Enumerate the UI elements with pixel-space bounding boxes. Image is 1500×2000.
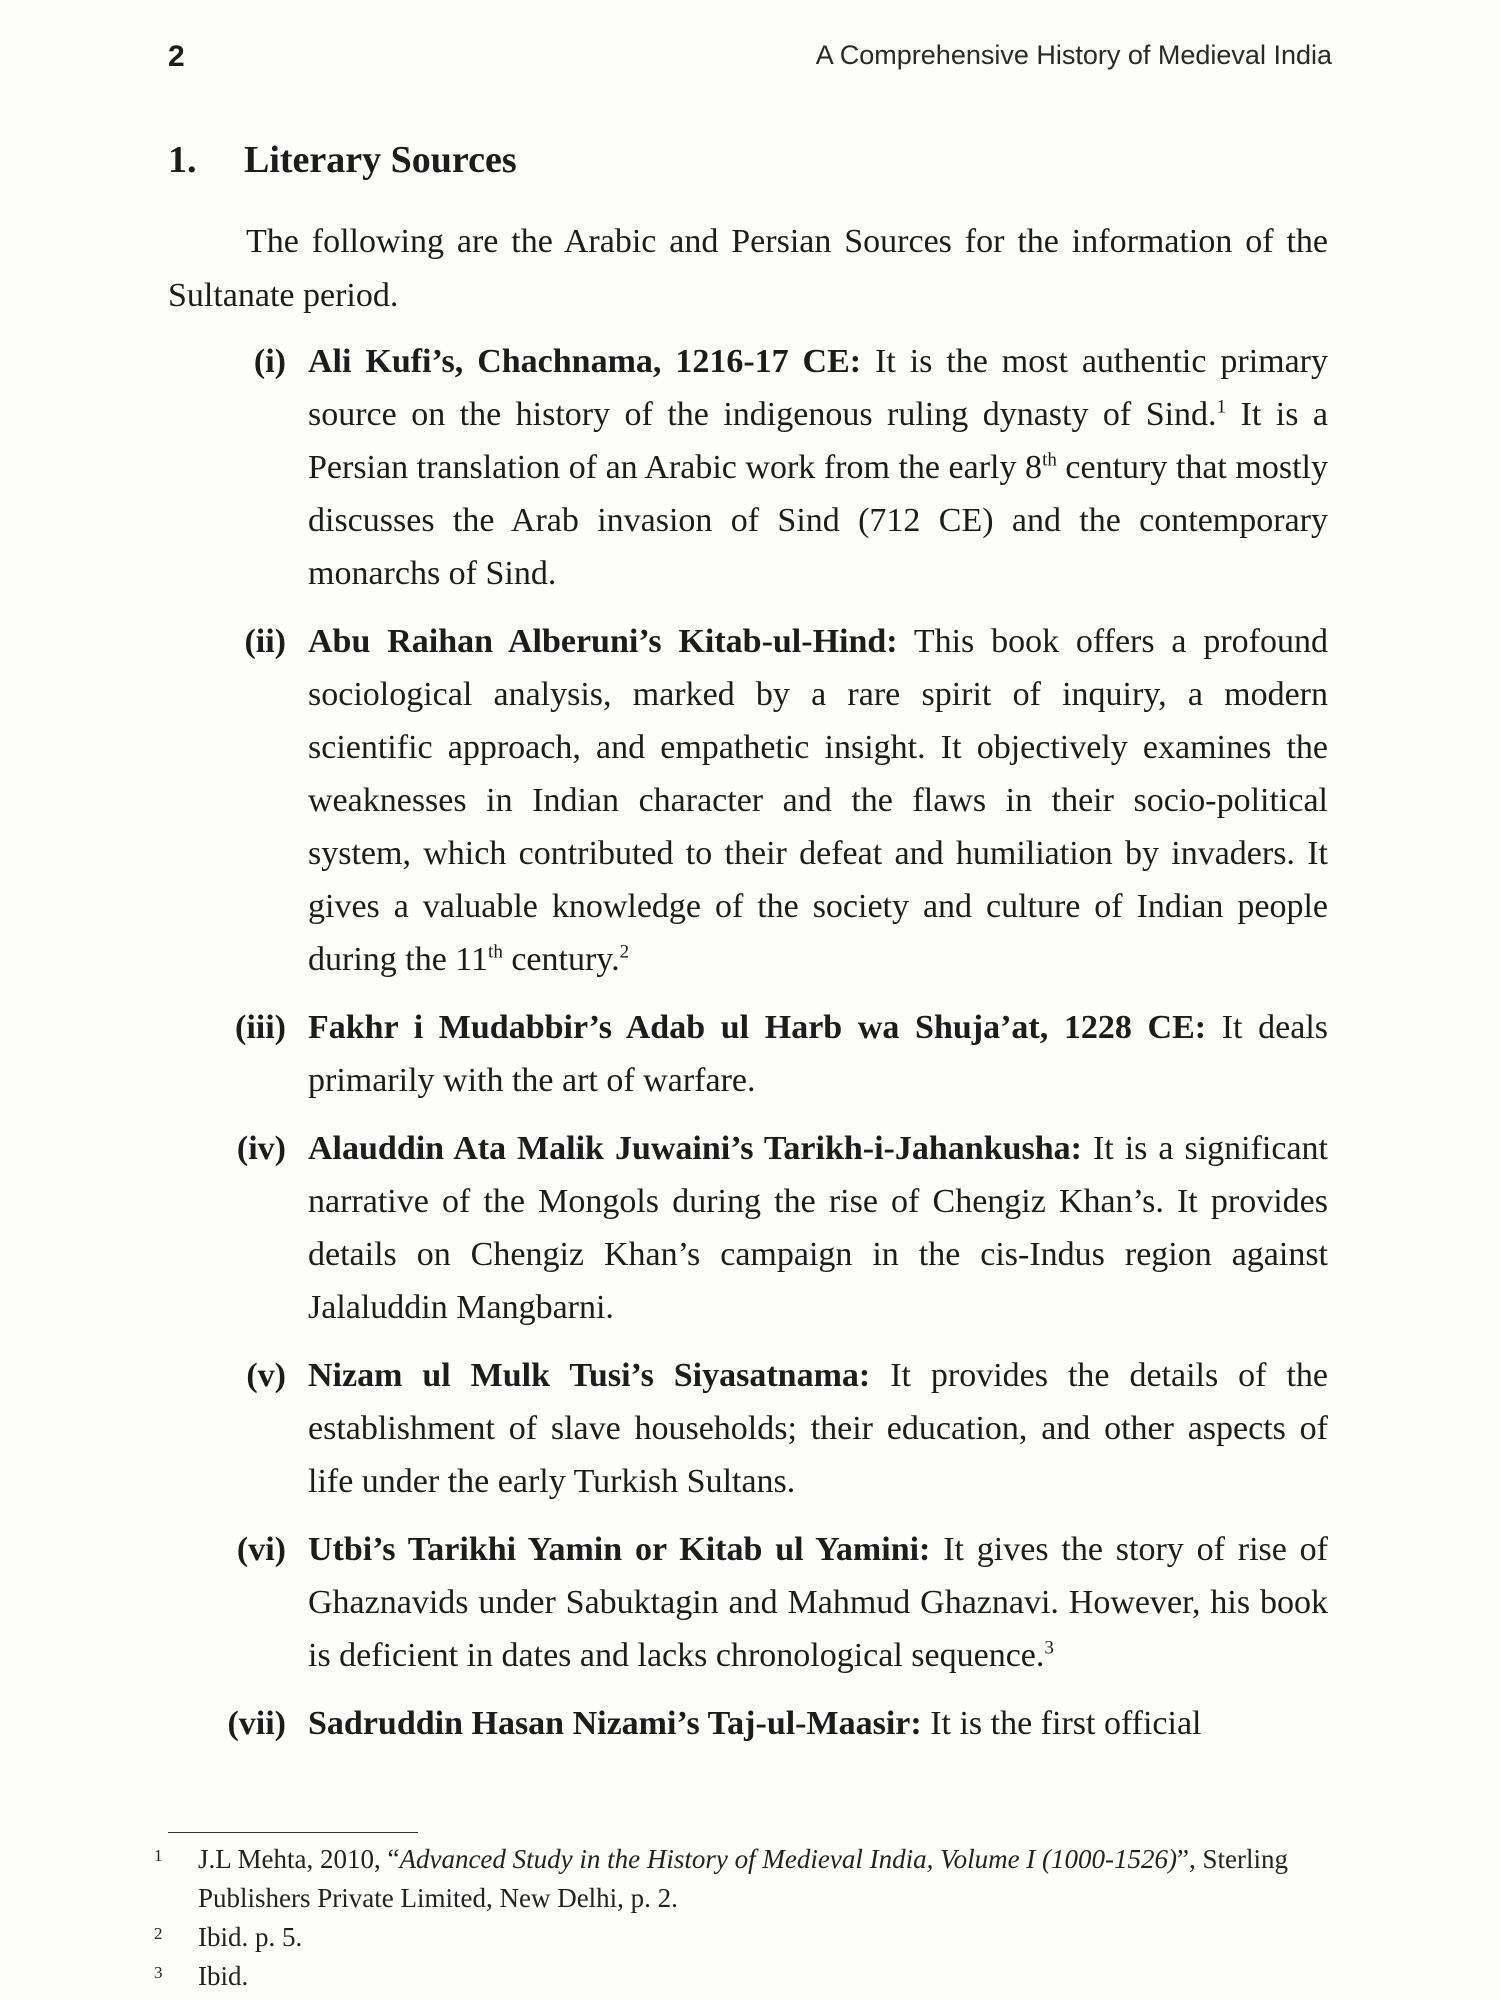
footnote-number: 3 [154, 1963, 163, 1982]
source-item-chachnama [168, 335, 1328, 600]
item-marker: (vi) [236, 1531, 286, 1568]
footnote-text: J.L Mehta, 2010, “ [198, 1844, 400, 1874]
source-title: Nizam ul Mulk Tusi’s Siyasatnama: [308, 1357, 871, 1394]
footnotes [154, 1840, 1328, 1996]
source-text: century that mostly discusses the Arab invasion of Sind (712 CE) and the contemporary monarchs of Sind. [308, 449, 1328, 592]
source-item-tarikhi-yamin [168, 1523, 1328, 1682]
footnote-3 [154, 1957, 1328, 1996]
source-item-tarikh-i-jahankusha [168, 1122, 1328, 1334]
item-marker: (v) [246, 1357, 286, 1394]
source-text: It provides the details of the establishment of slave households; their education, and other aspects of life under the early Turkish Sultans. [308, 1357, 1328, 1500]
footnote-2 [154, 1918, 1328, 1957]
source-title: Alauddin Ata Malik Juwaini’s Tarikh-i-Jahankusha: [308, 1130, 1082, 1167]
footnote-text: Ibid. p. 5. [198, 1922, 303, 1952]
running-head: A Comprehensive History of Medieval India [815, 40, 1332, 70]
source-list [168, 335, 1328, 1765]
source-text: It is the first official [921, 1705, 1202, 1742]
source-item-adab-ul-harb [168, 1001, 1328, 1107]
source-text: It deals primarily with the art of warfare. [308, 1009, 1328, 1099]
ordinal-suffix: th [488, 941, 503, 963]
source-text: It is a Persian translation of an Arabic work from the early 8 [308, 396, 1328, 486]
footnote-ref: 1 [1216, 396, 1227, 418]
footnote-1 [154, 1840, 1328, 1918]
source-text: It gives the story of rise of Ghaznavids under Sabuktagin and Mahmud Ghaznavi. However, his book is deficient in dates and lacks chronological sequence. [308, 1531, 1328, 1674]
intro-paragraph: The following are the Arabic and Persian Sources for the information of the Sultanate period. [168, 223, 1328, 314]
footnote-number: 1 [154, 1846, 163, 1865]
source-title: Abu Raihan Alberuni’s Kitab-ul-Hind: [308, 623, 898, 660]
source-title: Utbi’s Tarikhi Yamin or Kitab ul Yamini: [308, 1531, 931, 1568]
source-text: century. [502, 941, 620, 978]
footnote-divider [168, 1832, 418, 1833]
item-marker: (i) [253, 343, 286, 380]
source-item-kitab-ul-hind [168, 615, 1328, 986]
source-text: It is the most authentic primary source on the history of the indigenous ruling dynasty of Sind. [308, 343, 1328, 433]
source-title: Sadruddin Hasan Nizami’s Taj-ul-Maasir: [308, 1705, 922, 1742]
source-item-taj-ul-maasir [168, 1697, 1328, 1750]
footnote-number: 2 [154, 1924, 163, 1943]
item-marker: (ii) [244, 623, 286, 660]
footnote-text: Ibid. [198, 1961, 249, 1991]
item-marker: (iii) [235, 1009, 286, 1046]
source-text: It is a significant narrative of the Mongols during the rise of Chengiz Khan’s. It provides details on Chengiz Khan’s campaign in the cis-Indus region against Jalaluddin Mangbarni. [308, 1130, 1328, 1326]
source-title: Ali Kufi’s, Chachnama, 1216-17 CE: [308, 343, 862, 380]
section-number: 1. [168, 139, 197, 181]
footnote-ref: 3 [1044, 1637, 1054, 1659]
source-title: Fakhr i Mudabbir’s Adab ul Harb wa Shuja’at, 1228 CE: [308, 1009, 1207, 1046]
ordinal-suffix: th [1042, 449, 1057, 471]
source-item-siyasatnama [168, 1349, 1328, 1508]
item-marker: (iv) [236, 1130, 286, 1167]
footnote-citation-title: Advanced Study in the History of Medieval India, Volume I (1000-1526) [399, 1844, 1178, 1874]
page-number: 2 [168, 40, 185, 73]
item-marker: (vii) [227, 1705, 286, 1742]
footnote-ref: 2 [619, 941, 630, 963]
section-heading [168, 138, 517, 182]
footnote-text: ”, Sterling Publishers Private Limited, New Delhi, p. 2. [198, 1844, 1289, 1913]
source-text: This book offers a profound sociological analysis, marked by a rare spirit of inquiry, a modern scientific approach, and empathetic insight. It objectively examines the weaknesses in Indian character and the flaws in their socio-political system, which contributed to their defeat and humiliation by invaders. It gives a valuable knowledge of the society and culture of Indian people during the 11 [308, 623, 1328, 978]
section-title: Literary Sources [244, 139, 517, 181]
